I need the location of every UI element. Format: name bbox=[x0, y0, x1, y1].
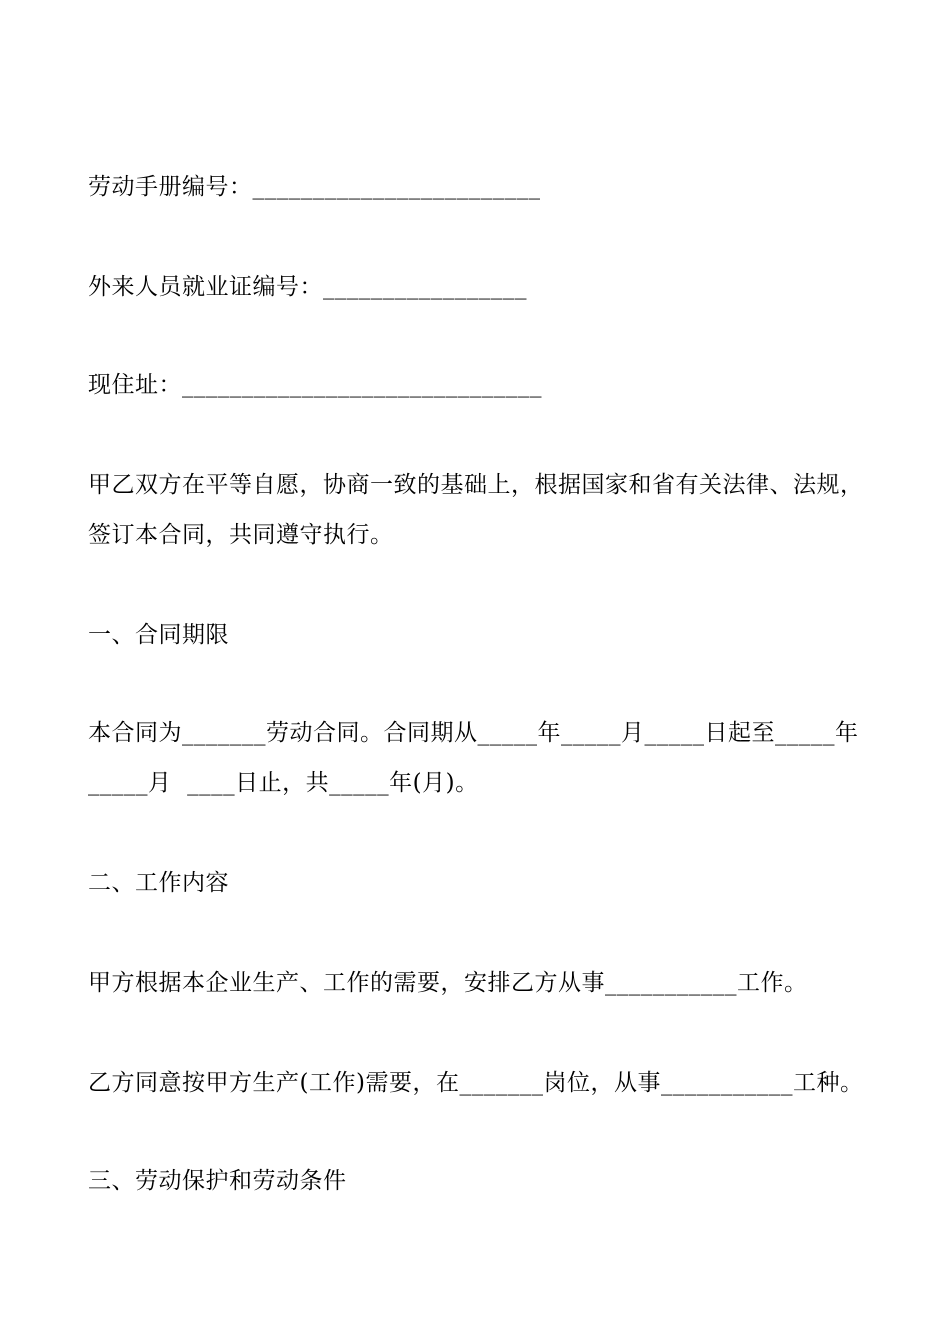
section-3-heading: 三、劳动保护和劳动条件 bbox=[88, 1168, 347, 1194]
section-1-line-1: 本合同为_______劳动合同。合同期从_____年_____月_____日起至_____年 bbox=[88, 720, 859, 746]
section-1-line-2: _____月 ____日止，共_____年(月)。 bbox=[88, 770, 479, 796]
current-address-field: 现住址：______________________________ bbox=[88, 372, 542, 398]
labor-manual-number-field: 劳动手册编号：________________________ bbox=[88, 174, 541, 200]
migrant-employment-certificate-field: 外来人员就业证编号：_________________ bbox=[88, 274, 527, 300]
section-2-paragraph-1: 甲方根据本企业生产、工作的需要，安排乙方从事___________工作。 bbox=[88, 970, 808, 996]
section-2-heading: 二、工作内容 bbox=[88, 870, 229, 896]
preamble-line-2: 签订本合同，共同遵守执行。 bbox=[88, 522, 394, 548]
section-1-heading: 一、合同期限 bbox=[88, 622, 229, 648]
preamble-line-1: 甲乙双方在平等自愿，协商一致的基础上，根据国家和省有关法律、法规， bbox=[88, 472, 864, 498]
section-2-paragraph-2: 乙方同意按甲方生产(工作)需要，在_______岗位，从事___________工种。 bbox=[88, 1070, 864, 1096]
